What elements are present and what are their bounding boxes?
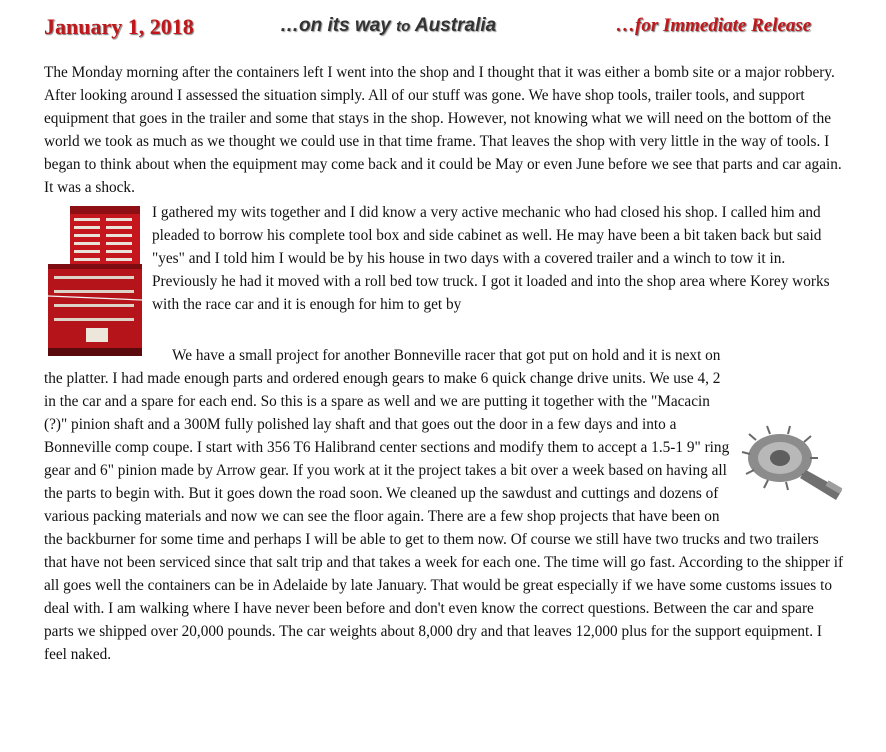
newsletter-header bbox=[0, 14, 886, 42]
red-tool-cabinet-photo bbox=[44, 204, 144, 356]
issue-date: January 1, 2018 bbox=[44, 14, 194, 39]
ring-and-pinion-gear-photo bbox=[736, 416, 846, 504]
paragraph-2: I gathered my wits together and I did know a very active mechanic who had closed his shop. I called him and pleaded to borrow his complete tool box and side cabinet as well. He may have been a bit taken back but said "yes" and I told him I would be by his house in two days with a covered trailer and a winch to tow it in. Previously he had it moved with a roll bed tow truck. I got it loaded and into the shop area where Korey works with the race car and it is enough for him to get by bbox=[152, 204, 830, 313]
release-label: …for Immediate Release bbox=[616, 15, 812, 36]
headline-to: to bbox=[396, 18, 411, 35]
headline-part-1: …on its way bbox=[280, 15, 391, 36]
paragraph-3: We have a small project for another Bonneville racer that got put on hold and it is next on the platter. I had made enough parts and ordered enough gears to make 6 quick change drive units. We use 4, 2 in the car and a spare for each end. So this is a spare as well and we are putting it together with the "Macacin (?)" pinion shaft and a 300M fully polished lay shaft and that goes out the door in a few days and into a Bonneville comp coupe. I start with 356 T6 Halibrand center sections and modify them to accept a 1.5-1 9" ring gear and 6" pinion made by Arrow gear. If you work at it the project takes a bit over a week based on having all the parts to begin with. But it goes down the road soon. We cleaned up the sawdust and cuttings and dozens of various packing materials and now we can see the floor again. There are a few shop projects that have been on the backburner for some time and perhaps I will be able to get to them now. Of course we still have two trucks and two trailers that have not been serviced since that salt trip and that takes a week for each one. The time will go fast. According to the shipper if all goes well the containers can be in Adelaide by late January. That would be great especially if we have some customs issues to deal with. I am walking where I have never been before and don't even know the correct questions. Between the car and spare parts we shipped over 20,000 pounds. The car weights about 8,000 dry and that leaves 12,000 plus for the support equipment. I feel naked. bbox=[44, 347, 844, 663]
paragraph-1: The Monday morning after the containers left I went into the shop and I thought that it was either a bomb site or a major robbery. After looking around I assessed the situation simply. All of our stuff was gone. We have shop tools, trailer tools, and support equipment that goes in the trailer and some that stays in the shop. However, not knowing what we will need on the bottom of the world we took as much as we thought we could use in that time frame. That leaves the shop with very little in the way of tools. I began to think about when the equipment may come back and it could be May or even June before we see that parts and car again. It was a shock. bbox=[44, 64, 842, 196]
headline-part-2: Australia bbox=[414, 15, 497, 36]
article-body bbox=[44, 61, 844, 666]
article-headline bbox=[280, 15, 496, 37]
